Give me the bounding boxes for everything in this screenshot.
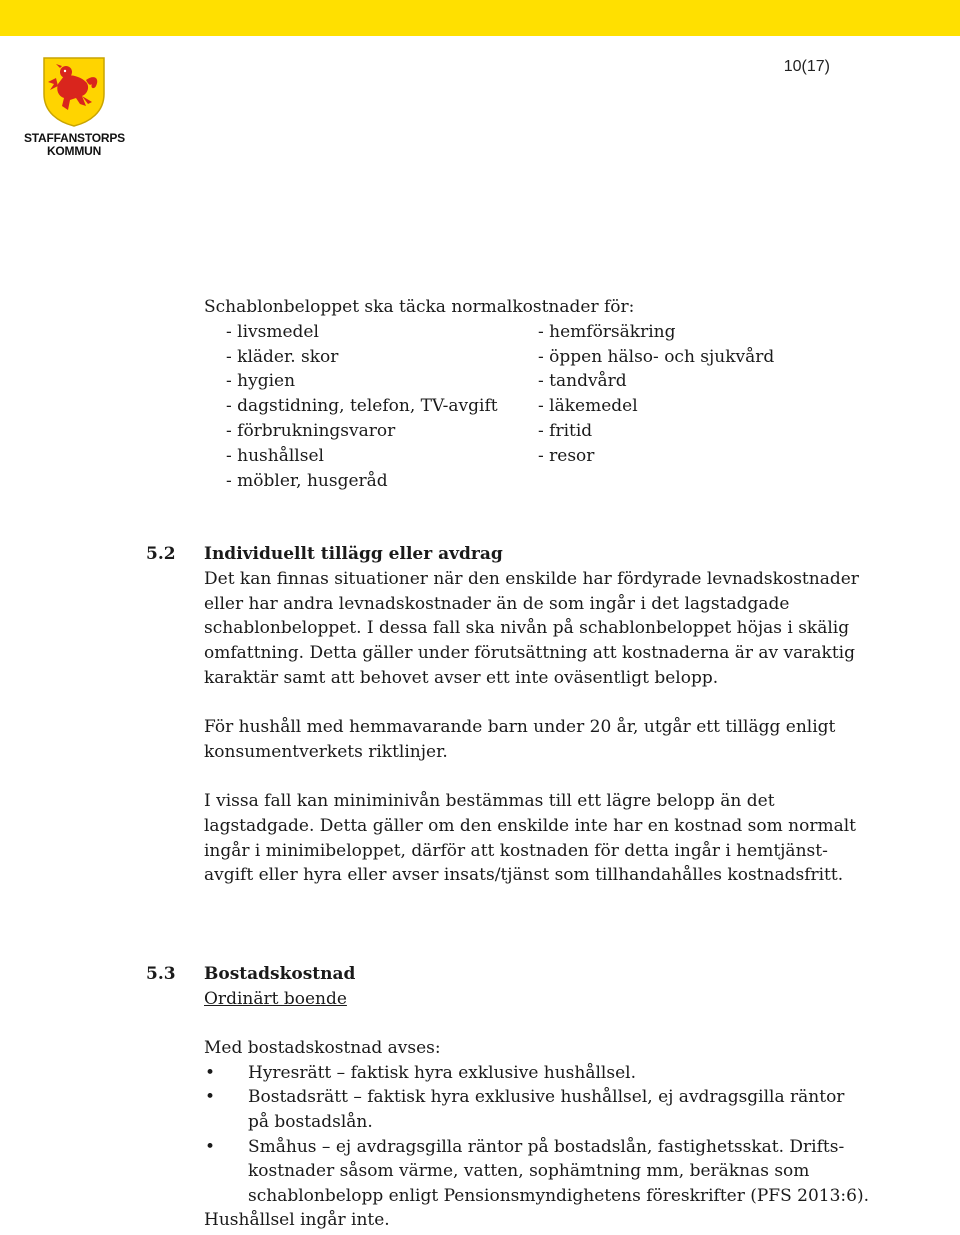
bullet-text: schablonbelopp enligt Pensionsmyndighetens föreskrifter (PFS 2013:6). [248, 1186, 869, 1206]
section-heading: Individuellt tillägg eller avdrag [204, 544, 503, 564]
bullet-text: Småhus – ej avdragsgilla räntor på bostadslån, fastighetsskat. Drifts- [248, 1137, 845, 1157]
logo-text-line2: KOMMUN [46, 144, 102, 158]
bullet-text: Hyresrätt – faktisk hyra exklusive hushållsel. [248, 1063, 636, 1083]
paragraph-line: För hushåll med hemmavarande barn under 20 år, utgår ett tillägg enligt [204, 717, 836, 737]
bullet-text: kostnader såsom värme, vatten, sophämtning mm, beräknas som [248, 1161, 810, 1181]
section-heading: Bostadskostnad [204, 964, 356, 984]
paragraph-line: Med bostadskostnad avses: [204, 1038, 441, 1058]
section-subheading: Ordinärt boende [204, 989, 347, 1009]
list-item: - hushållsel [226, 446, 324, 466]
section-number: 5.2 [146, 544, 176, 564]
paragraph-line: karaktär samt att behovet avser ett inte oväsentligt belopp. [204, 668, 719, 688]
bullet-text: på bostadslån. [248, 1112, 373, 1132]
paragraph-line: ingår i minimibeloppet, därför att kostnaden för detta ingår i hemtjänst- [204, 841, 828, 861]
intro-lead: Schablonbeloppet ska täcka normalkostnader för: [204, 297, 635, 317]
bullet-icon: • [205, 1087, 216, 1107]
header-bar [0, 0, 960, 36]
paragraph-line: Hushållsel ingår inte. [204, 1210, 390, 1230]
list-item: - förbrukningsvaror [226, 421, 396, 441]
paragraph-line: eller har andra levnadskostnader än de som ingår i det lagstadgade [204, 594, 790, 614]
list-item: - kläder. skor [226, 347, 339, 367]
paragraph-line: schablonbeloppet. I dessa fall ska nivån på schablonbeloppet höjas i skälig [204, 618, 850, 638]
bullet-text: Bostadsrätt – faktisk hyra exklusive hushållsel, ej avdragsgilla räntor [248, 1087, 845, 1107]
list-item: - hemförsäkring [538, 322, 676, 342]
paragraph-line: avgift eller hyra eller avser insats/tjänst som tillhandahålles kostnadsfritt. [204, 865, 844, 885]
list-item: - öppen hälso- och sjukvård [538, 347, 775, 367]
paragraph-line: I vissa fall kan miniminivån bestämmas till ett lägre belopp än det [204, 791, 775, 811]
paragraph-line: omfattning. Detta gäller under förutsättning att kostnaderna är av varaktig [204, 643, 855, 663]
list-item: - tandvård [538, 371, 627, 391]
list-item: - dagstidning, telefon, TV-avgift [226, 396, 498, 416]
section-number: 5.3 [146, 964, 176, 984]
logo-text-line1: STAFFANSTORPS [24, 131, 125, 145]
bullet-icon: • [205, 1063, 216, 1083]
paragraph-line: Det kan finnas situationer när den enskilde har fördyrade levnadskostnader [204, 569, 859, 589]
list-item: - möbler, husgeråd [226, 471, 388, 491]
municipality-logo [24, 56, 124, 160]
list-item: - läkemedel [538, 396, 638, 416]
list-item: - livsmedel [226, 322, 319, 342]
paragraph-line: lagstadgade. Detta gäller om den enskilde inte har en kostnad som normalt [204, 816, 856, 836]
list-item: - fritid [538, 421, 593, 441]
staffanstorp-coat-of-arms-icon [42, 56, 106, 128]
list-item: - resor [538, 446, 595, 466]
bullet-icon: • [205, 1137, 216, 1157]
page-number: 10(17) [783, 58, 830, 75]
paragraph-line: konsumentverkets riktlinjer. [204, 742, 448, 762]
list-item: - hygien [226, 371, 296, 391]
